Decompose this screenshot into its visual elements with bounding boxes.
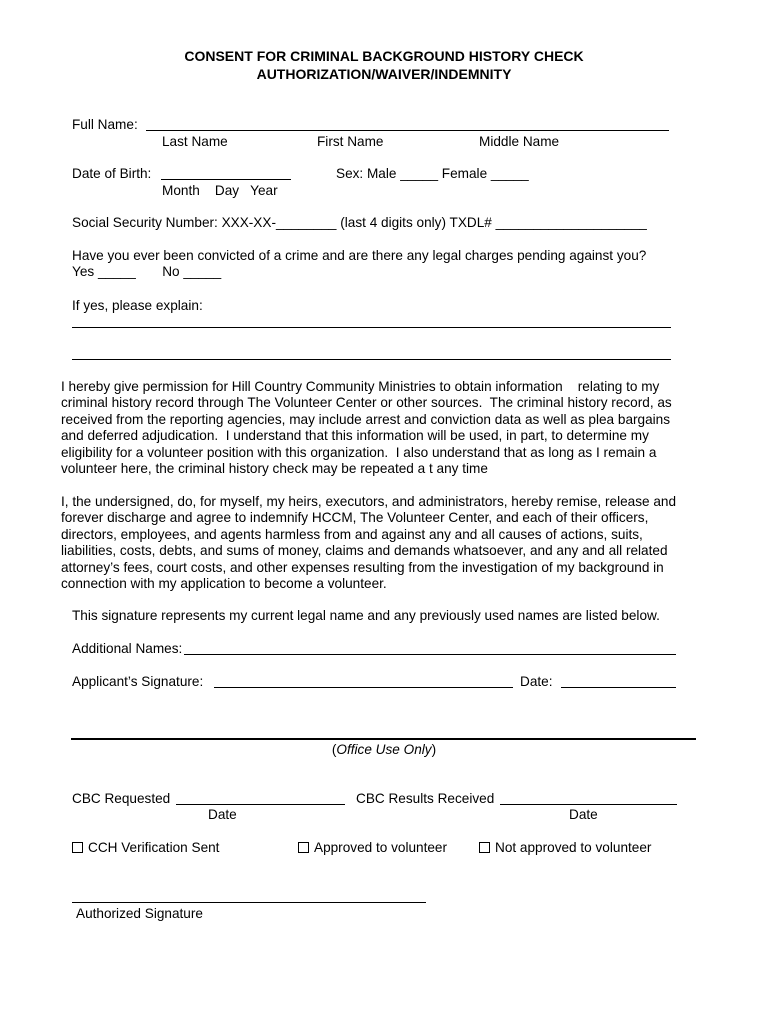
dob-caption: Month Day Year (162, 183, 278, 198)
middle-name-caption: Middle Name (479, 134, 560, 149)
permission-line: and deferred adjudication. I understand that this information will be used, in part, to determine my (61, 428, 649, 444)
permission-line: received from the reporting agencies, may include arrest and conviction data as well as plea bargains (61, 411, 671, 427)
approved-label: Approved to volunteer (314, 840, 448, 855)
indemnity-line: connection with my application to become a volunteer. (61, 576, 387, 592)
first-name-caption: First Name (317, 134, 384, 149)
full-name-label: Full Name: (72, 117, 138, 132)
checkbox-icon (72, 842, 83, 853)
checkbox-icon (479, 842, 490, 853)
last-name-caption: Last Name (162, 134, 228, 149)
additional-names-field[interactable] (184, 654, 676, 655)
authorized-signature-field[interactable] (72, 902, 426, 903)
signature-date-field[interactable] (561, 687, 676, 688)
indemnity-line: I, the undersigned, do, for myself, my heirs, executors, and administrators, hereby remise, release and (61, 494, 677, 509)
form-title-line2: AUTHORIZATION/WAIVER/INDEMNITY (256, 66, 512, 82)
cbc-results-label: CBC Results Received (356, 791, 495, 806)
cbc-requested-label: CBC Requested (72, 791, 171, 806)
not-approved-checkbox[interactable] (479, 840, 651, 856)
not-approved-label: Not approved to volunteer (495, 840, 652, 855)
permission-line: volunteer here, the criminal history check may be repeated a t any time (61, 461, 488, 477)
dob-field[interactable] (161, 179, 291, 180)
explain-label: If yes, please explain: (72, 298, 203, 313)
cch-verification-label: CCH Verification Sent (88, 840, 220, 855)
ssn-txdl-line[interactable]: Social Security Number: XXX-XX-________ (last 4 digits only) TXDL# ____________________ (72, 215, 647, 230)
approved-checkbox[interactable] (298, 840, 447, 856)
conviction-question: Have you ever been convicted of a crime and are there any legal charges pending against you? (72, 248, 647, 263)
yes-no-field[interactable]: Yes _____ No _____ (72, 264, 222, 279)
checkbox-icon (298, 842, 309, 853)
indemnity-paragraph (61, 494, 701, 592)
indemnity-line: forever discharge and agree to indemnify HCCM, The Volunteer Center, and each of their officers, (61, 510, 649, 526)
cbc-requested-field[interactable] (176, 804, 345, 805)
office-use-divider (71, 738, 696, 740)
indemnity-line: liabilities, costs, debts, and sums of money, claims and demands whatsoever, and any and all related (61, 543, 668, 559)
cbc-results-field[interactable] (500, 804, 677, 805)
dob-label: Date of Birth: (72, 166, 152, 181)
full-name-field[interactable] (146, 130, 669, 131)
office-use-heading: (Office Use Only) (331, 742, 437, 757)
signature-statement: This signature represents my current legal name and any previously used names are listed below. (72, 608, 660, 623)
permission-paragraph (61, 379, 701, 477)
applicant-signature-field[interactable] (214, 687, 513, 688)
explain-line-2[interactable] (72, 359, 671, 360)
cch-verification-checkbox[interactable] (72, 840, 219, 856)
indemnity-line: attorney’s fees, court costs, and other expenses resulting from the investigation of my background in (61, 559, 664, 575)
permission-line: criminal history record through The Volunteer Center or other sources. The criminal history record, as (61, 395, 672, 411)
sex-field[interactable]: Sex: Male _____ Female _____ (336, 166, 529, 181)
applicant-signature-label: Applicant’s Signature: (72, 674, 204, 689)
signature-date-label: Date: (520, 674, 553, 689)
cbc-results-date-caption: Date (569, 807, 598, 822)
form-title-line1: CONSENT FOR CRIMINAL BACKGROUND HISTORY CHECK (184, 48, 584, 64)
permission-line: eligibility for a volunteer position with this organization. I also understand that as long as I remain a (61, 444, 657, 460)
indemnity-line: directors, employees, and agents harmless from and against any and all causes of actions, suits, (61, 526, 643, 542)
permission-line: I hereby give permission for Hill Country Community Ministries to obtain information relating to my (61, 379, 660, 394)
explain-line-1[interactable] (72, 327, 671, 328)
cbc-requested-date-caption: Date (208, 807, 237, 822)
additional-names-label: Additional Names: (72, 641, 183, 656)
authorized-signature-label: Authorized Signature (76, 906, 203, 921)
